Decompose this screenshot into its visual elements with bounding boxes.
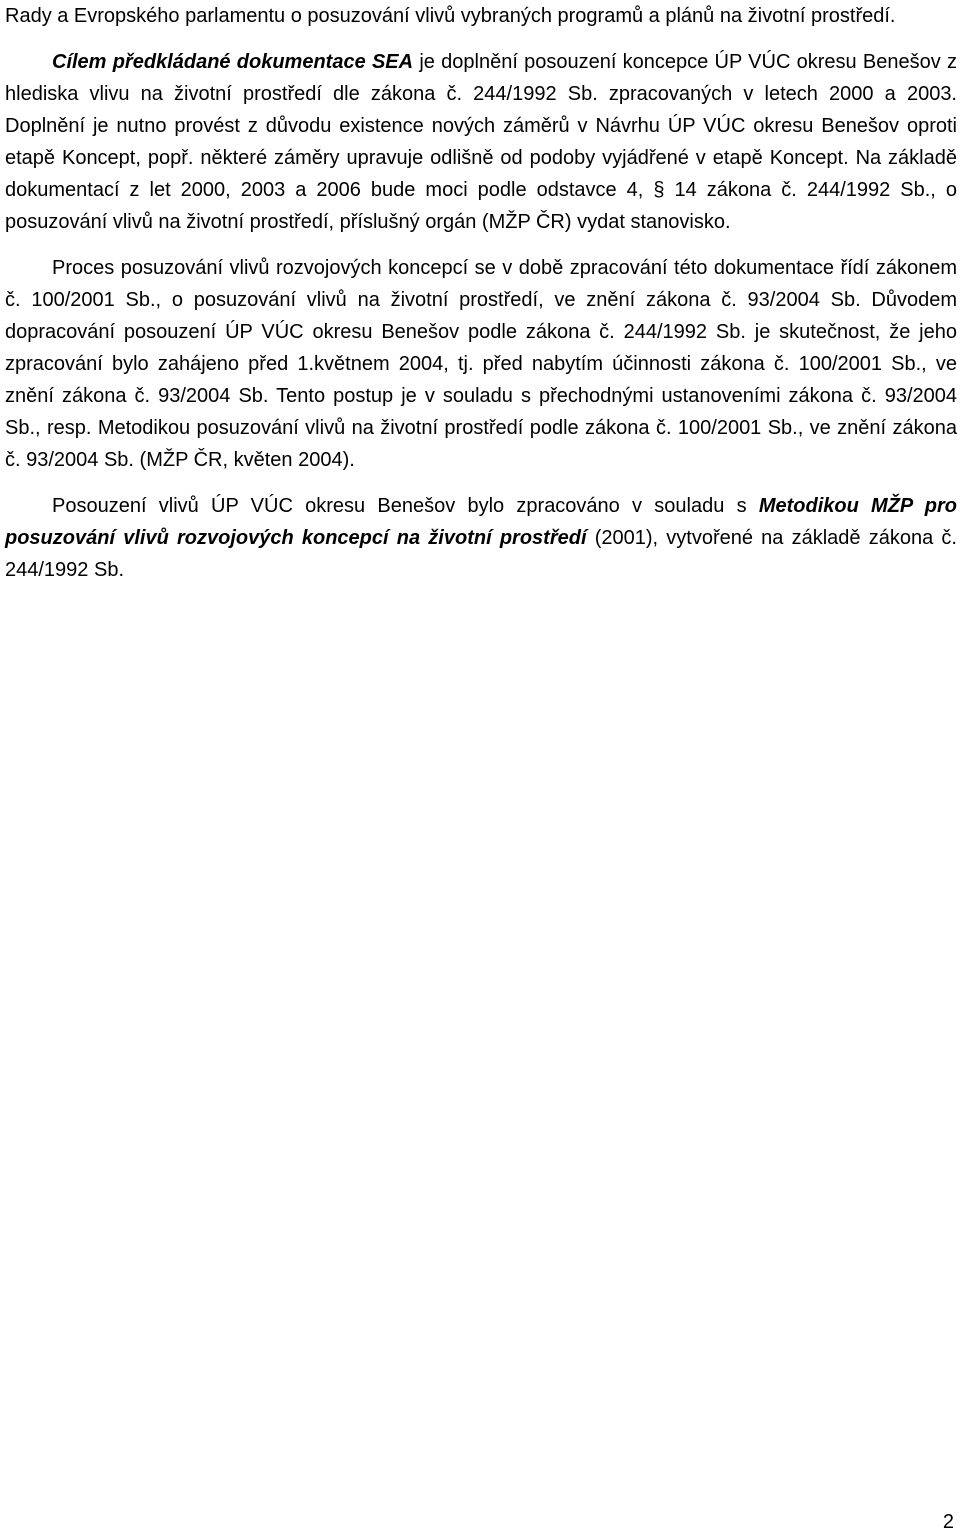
- paragraph-text: Posouzení vlivů ÚP VÚC okresu Benešov bylo zpracováno v souladu s: [52, 495, 759, 517]
- page-number: 2: [942, 1511, 954, 1533]
- document-body: [5, 0, 957, 586]
- paragraph-text: je doplnění posouzení koncepce ÚP VÚC okresu Benešov z hlediska vlivu na životní prostředí dle zákona č. 244/1992 Sb. zpracovaných v letech 2000 a 2003. Doplnění je nutno provést z důvodu existence nových záměrů v Návrhu ÚP VÚC okresu Benešov oproti etapě Koncept, popř. některé záměry upravuje odlišně od podoby vyjádřené v etapě Koncept. Na základě dokumentací z let 2000, 2003 a 2006 bude moci podle odstavce 4, § 14 zákona č. 244/1992 Sb., o posuzování vlivů na životní prostředí, příslušný orgán (MŽP ČR) vydat stanovisko.: [5, 51, 957, 233]
- emphasis-text: Cílem předkládané dokumentace SEA: [52, 51, 414, 73]
- paragraph-text: Rady a Evropského parlamentu o posuzování vlivů vybraných programů a plánů na životní prostředí.: [5, 5, 896, 27]
- paragraph-continuation: [5, 0, 957, 32]
- paragraph-sea-goal: [5, 46, 957, 238]
- paragraph-methodology: [5, 490, 957, 586]
- paragraph-assessment-process: [5, 252, 957, 476]
- emphasis-text: Metodikou MŽP pro posuzování vlivů rozvojových koncepcí na životní prostředí: [5, 495, 957, 549]
- paragraph-text: (2001), vytvořené na základě zákona č. 244/1992 Sb.: [5, 527, 957, 581]
- paragraph-text: Proces posuzování vlivů rozvojových koncepcí se v době zpracování této dokumentace řídí zákonem č. 100/2001 Sb., o posuzování vlivů na životní prostředí, ve znění zákona č. 93/2004 Sb. Důvodem dopracování posouzení ÚP VÚC okresu Benešov podle zákona č. 244/1992 Sb. je skutečnost, že jeho zpracování bylo zahájeno před 1.květnem 2004, tj. před nabytím účinnosti zákona č. 100/2001 Sb., ve znění zákona č. 93/2004 Sb. Tento postup je v souladu s přechodnými ustanoveními zákona č. 93/2004 Sb., resp. Metodikou posuzování vlivů na životní prostředí podle zákona č. 100/2001 Sb., ve znění zákona č. 93/2004 Sb. (MŽP ČR, květen 2004).: [5, 257, 957, 471]
